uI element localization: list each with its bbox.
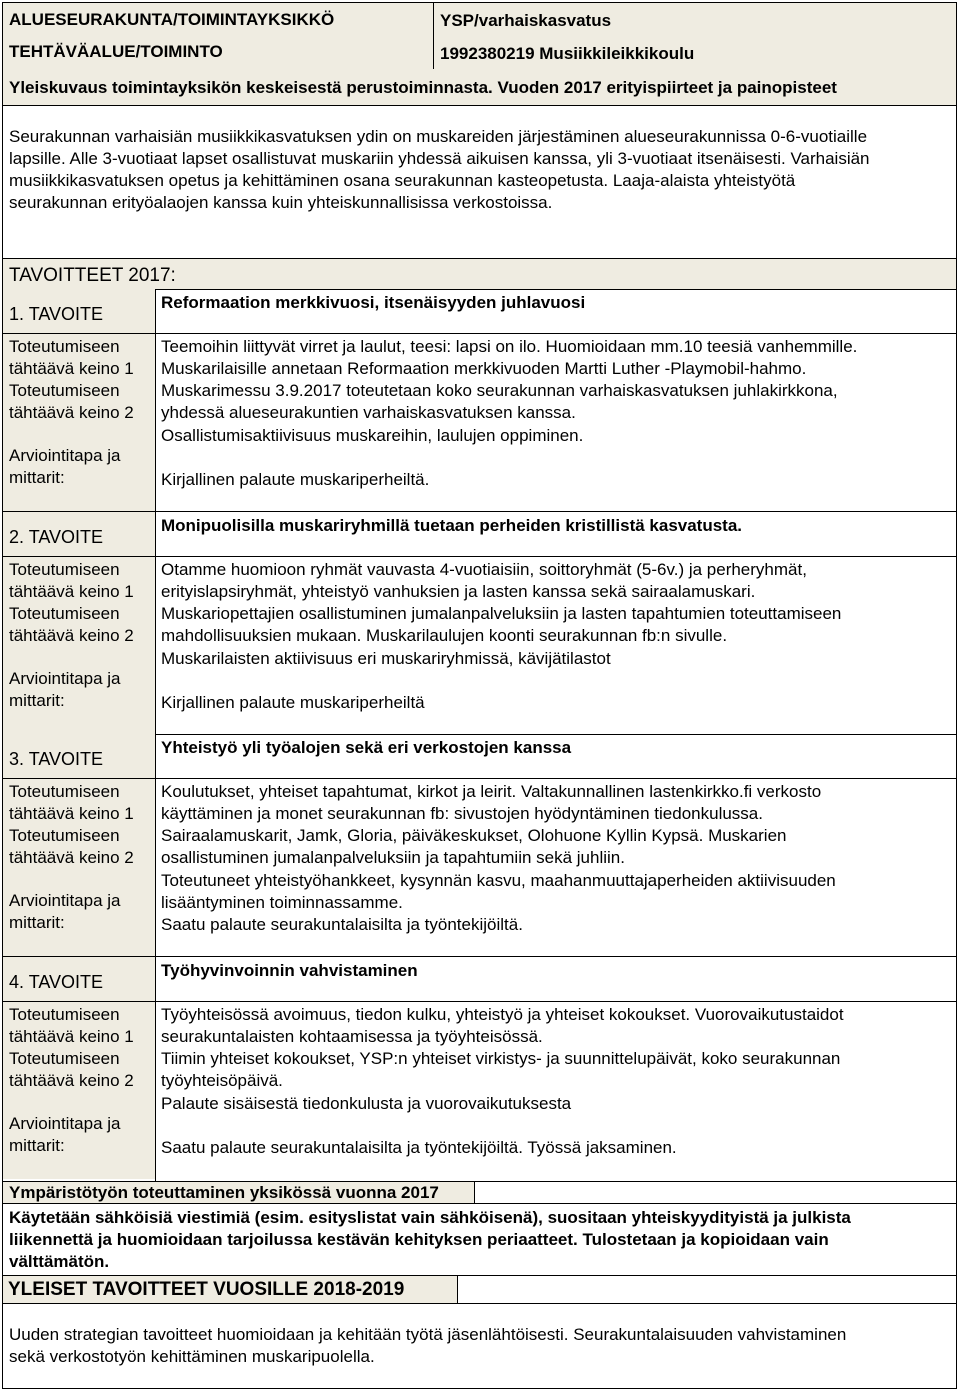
means-1-line: seurakuntalaisten kohtaamisessa ja työyhteisössä. <box>161 1027 543 1046</box>
means-1-label-line: tähtäävä keino 1 <box>9 582 134 601</box>
means-2-label-line: Toteutumiseen <box>9 826 120 845</box>
means-2-line: työyhteisöpäivä. <box>161 1071 283 1090</box>
overview-heading: Yleiskuvaus toimintayksikön keskeisestä perustoiminnasta. Vuoden 2017 erityispiirteet ja painopisteet <box>3 69 956 106</box>
area-label: TEHTÄVÄALUE/TOIMINTO <box>3 36 434 69</box>
means-2-line: yhdessä alueseurakuntien varhaiskasvatuksen kanssa. <box>161 403 576 422</box>
area-value: 1992380219 Musiikkileikkikoulu <box>434 36 956 69</box>
means-1-label <box>3 559 155 603</box>
eval-line: Palaute sisäisestä tiedonkulusta ja vuorovaikutuksesta <box>161 1094 572 1113</box>
eval-line: lisääntyminen toiminnassamme. <box>161 893 403 912</box>
means-2-label-line: tähtäävä keino 2 <box>9 626 134 645</box>
eval-line: Osallistumisaktiivisuus muskareihin, laulujen oppiminen. <box>161 426 584 445</box>
environment-text <box>9 1207 954 1273</box>
means-2-label <box>3 825 155 869</box>
goal-title: Yhteistyö yli työalojen sekä eri verkostojen kanssa <box>161 738 572 757</box>
eval-text <box>161 425 953 491</box>
means-2-label-line: tähtäävä keino 2 <box>9 848 134 867</box>
means-1-label <box>3 336 155 380</box>
unit-value: YSP/varhaiskasvatus <box>434 3 956 36</box>
environment-heading: Ympäristötyön toteuttaminen yksikössä vuonna 2017 <box>3 1182 475 1203</box>
divider <box>3 1001 956 1002</box>
eval-line <box>161 670 953 692</box>
means-1-text <box>161 336 953 380</box>
divider <box>3 778 956 779</box>
overview-line: musiikkikasvatuksen opetus ja kehittäminen osana seurakunnan kasteopetusta. Laaja-alaista yhteistyötä <box>9 171 796 190</box>
means-1-label-line: Toteutumiseen <box>9 337 120 356</box>
divider <box>3 1303 956 1304</box>
means-2-text <box>161 825 953 869</box>
means-1-label <box>3 1004 155 1048</box>
goal-number: 3. TAVOITE <box>3 748 155 770</box>
goal-title: Työhyvinvoinnin vahvistaminen <box>161 961 418 980</box>
eval-label <box>3 1113 155 1157</box>
environment-line: liikennettä ja huomioidaan tarjoilussa kestävän kehityksen periaatteet. Tulostetaan ja kopioidaan vain <box>9 1230 829 1249</box>
divider <box>3 333 956 334</box>
means-1-label <box>3 781 155 825</box>
means-2-label <box>3 380 155 424</box>
goal-number: 2. TAVOITE <box>3 526 155 548</box>
eval-label <box>3 668 155 712</box>
means-2-text <box>161 603 953 647</box>
eval-line: Saatu palaute seurakuntalaisilta ja työntekijöiltä. <box>161 915 523 934</box>
header-row-unit <box>3 3 956 37</box>
divider <box>3 1203 956 1204</box>
eval-label-line: mittarit: <box>9 1136 65 1155</box>
means-1-line: Teemoihin liittyvät virret ja laulut, teesi: lapsi on ilo. Huomioidaan mm.10 teesiä vanhemmille. <box>161 337 858 356</box>
means-1-text <box>161 1004 953 1048</box>
means-2-label-line: Toteutumiseen <box>9 604 120 623</box>
eval-label-line: Arviointitapa ja <box>9 1114 121 1133</box>
means-1-line: Muskarilaisille annetaan Reformaation merkkivuoden Martti Luther -Playmobil-hahmo. <box>161 359 807 378</box>
means-2-line: Tiimin yhteiset kokoukset, YSP:n yhteiset virkistys- ja suunnittelupäivät, koko seurakunnan <box>161 1049 841 1068</box>
eval-text <box>161 1093 953 1159</box>
eval-line: Muskarilaisten aktiivisuus eri muskariryhmissä, kävijätilastot <box>161 649 611 668</box>
means-1-label-line: Toteutumiseen <box>9 560 120 579</box>
header-row-area <box>3 36 956 70</box>
eval-label-line: Arviointitapa ja <box>9 446 121 465</box>
eval-line: Kirjallinen palaute muskariperheiltä <box>161 693 425 712</box>
eval-label-line: Arviointitapa ja <box>9 669 121 688</box>
means-1-label-line: tähtäävä keino 1 <box>9 804 134 823</box>
eval-line <box>161 1115 953 1137</box>
eval-line: Saatu palaute seurakuntalaisilta ja työntekijöiltä. Työssä jaksaminen. <box>161 1138 677 1157</box>
eval-text <box>161 648 953 714</box>
column-divider <box>155 289 156 513</box>
goals-heading: TAVOITTEET 2017: <box>3 259 956 289</box>
eval-line: Toteutuneet yhteistyöhankkeet, kysynnän kasvu, maahanmuuttajaperheiden aktiivisuuden <box>161 871 836 890</box>
overview-line: Seurakunnan varhaisiän musiikkikasvatuksen ydin on muskareiden järjestäminen alueseurakunnissa 0-6-vuotiaille <box>9 127 868 146</box>
means-2-text <box>161 1048 953 1092</box>
general-heading: YLEISET TAVOITTEET VUOSILLE 2018-2019 <box>3 1276 458 1303</box>
means-2-label <box>3 603 155 647</box>
overview-text <box>9 126 954 214</box>
overview-line: seurakunnan erityöalaojen kanssa kuin yhteiskunnallisissa verkostoissa. <box>9 193 553 212</box>
means-2-label-line: tähtäävä keino 2 <box>9 403 134 422</box>
column-divider <box>155 734 156 958</box>
means-1-label-line: tähtäävä keino 1 <box>9 359 134 378</box>
goal-number: 1. TAVOITE <box>3 303 155 325</box>
means-2-label-line: tähtäävä keino 2 <box>9 1071 134 1090</box>
means-1-label-line: tähtäävä keino 1 <box>9 1027 134 1046</box>
general-line: Uuden strategian tavoitteet huomioidaan ja kehitään työtä jäsenlähtöisesti. Seurakuntalaisuuden vahvistaminen <box>9 1325 847 1344</box>
means-1-line: käyttäminen ja monet seurakunnan fb: sivustojen hyödyntäminen tiedonkulussa. <box>161 804 763 823</box>
eval-label-line: mittarit: <box>9 468 65 487</box>
eval-label-line: Arviointitapa ja <box>9 891 121 910</box>
eval-label <box>3 445 155 489</box>
means-1-line: Työyhteisössä avoimuus, tiedon kulku, yhteistyö ja yhteiset kokoukset. Vuorovaikutustaidot <box>161 1005 844 1024</box>
column-divider <box>155 957 156 1181</box>
means-2-label-line: Toteutumiseen <box>9 381 120 400</box>
environment-line: Käytetään sähköisiä viestimiä (esim. esityslistat vain sähköisenä), suositaan yhteiskyydityistä ja julkista <box>9 1208 851 1227</box>
eval-label <box>3 890 155 934</box>
means-2-line: mahdollisuuksien mukaan. Muskarilaulujen koonti seurakunnan fb:n sivulle. <box>161 626 728 645</box>
eval-label-line: mittarit: <box>9 913 65 932</box>
goal-number: 4. TAVOITE <box>3 971 155 993</box>
means-2-label <box>3 1048 155 1092</box>
goal-title: Reformaation merkkivuosi, itsenäisyyden juhlavuosi <box>161 293 586 312</box>
means-2-label-line: Toteutumiseen <box>9 1049 120 1068</box>
unit-label: ALUESEURAKUNTA/TOIMINTAYKSIKKÖ <box>3 3 434 36</box>
means-1-line: Koulutukset, yhteiset tapahtumat, kirkot ja leirit. Valtakunnallinen lastenkirkko.fi verkosto <box>161 782 822 801</box>
eval-label-line: mittarit: <box>9 691 65 710</box>
eval-line <box>161 447 953 469</box>
means-1-line: erityislapsiryhmät, yhteistyö vanhuksien ja lasten kanssa sekä sairaalamuskari. <box>161 582 756 601</box>
goal-title: Monipuolisilla muskariryhmillä tuetaan perheiden kristillistä kasvatusta. <box>161 516 743 535</box>
means-1-text <box>161 559 953 603</box>
means-2-line: osallistuminen jumalanpalveluksiin ja tapahtumiin sekä juhliin. <box>161 848 625 867</box>
means-1-label-line: Toteutumiseen <box>9 1005 120 1024</box>
means-1-text <box>161 781 953 825</box>
general-text <box>9 1324 954 1368</box>
means-1-line: Otamme huomioon ryhmät vauvasta 4-vuotiaisiin, soittoryhmät (5-6v.) ja perheryhmät, <box>161 560 807 579</box>
general-line: sekä verkostotyön kehittäminen muskaripuolella. <box>9 1347 375 1366</box>
overview-line: lapsille. Alle 3-vuotiaat lapset osallistuvat muskariin yhdessä aikuisen kanssa, yli 3-vuotiaat itsenäisesti. Varhaisiän <box>9 149 870 168</box>
column-divider <box>155 512 156 736</box>
means-1-label-line: Toteutumiseen <box>9 782 120 801</box>
means-2-text <box>161 380 953 424</box>
means-2-line: Muskariopettajien osallistuminen jumalanpalveluksiin ja lasten tapahtumien toteuttamiseen <box>161 604 842 623</box>
form-page <box>2 2 957 1389</box>
means-2-line: Muskarimessu 3.9.2017 toteutetaan koko seurakunnan varhaiskasvatuksen juhlakirkkona, <box>161 381 838 400</box>
eval-line: Kirjallinen palaute muskariperheiltä. <box>161 470 430 489</box>
means-2-line: Sairaalamuskarit, Jamk, Gloria, päiväkeskukset, Olohuone Kyllin Kypsä. Muskarien <box>161 826 787 845</box>
environment-line: välttämätön. <box>9 1252 110 1271</box>
divider <box>3 556 956 557</box>
eval-text <box>161 870 953 936</box>
